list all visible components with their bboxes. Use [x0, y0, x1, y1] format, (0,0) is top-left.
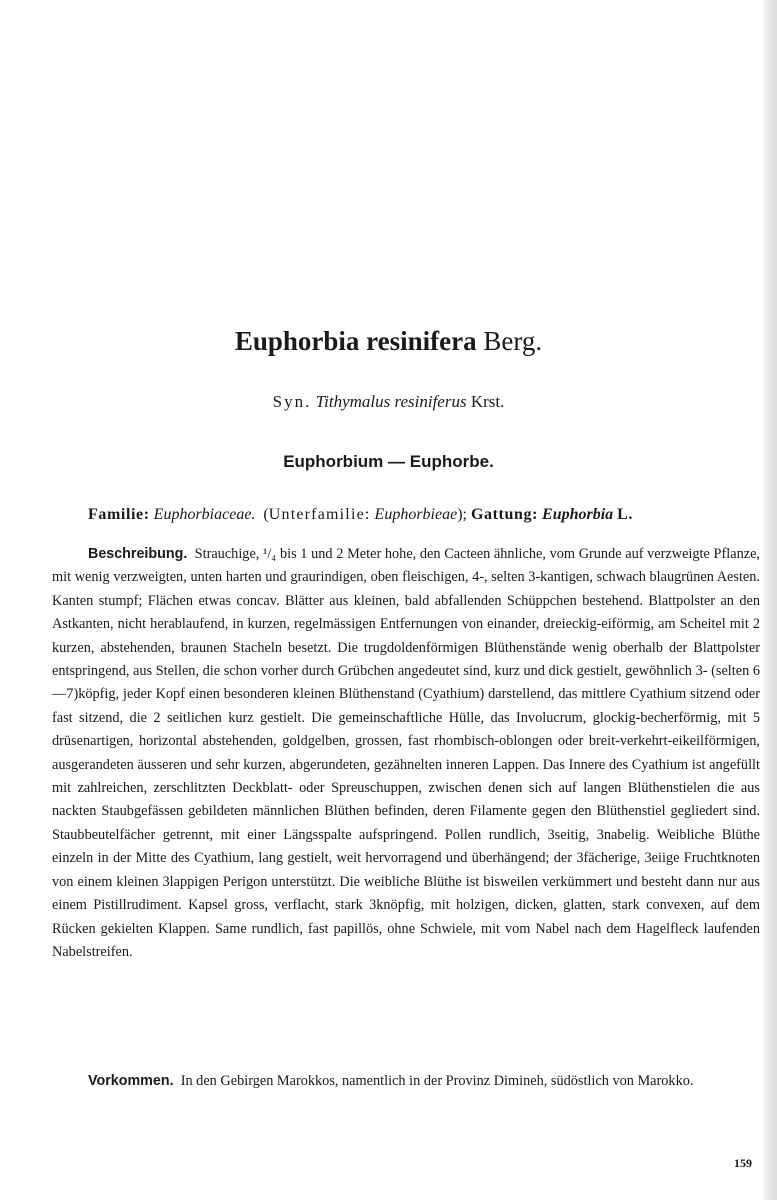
subfamily-name: Euphorbieae — [374, 506, 458, 523]
page-number: 159 — [734, 1156, 752, 1170]
subfamily-close: ); — [457, 506, 467, 523]
description-section — [52, 543, 760, 964]
description-paragraph — [52, 543, 760, 964]
family-label: Familie: — [88, 506, 150, 523]
family-line — [88, 504, 688, 526]
subfamily-open: ( — [263, 506, 269, 523]
genus-name: Euphorbia — [542, 506, 614, 523]
genus-author: L. — [617, 506, 634, 523]
description-text: Strauchige, ¹/₄ bis 1 und 2 Meter hohe, den Cacteen ähnliche, vom Grunde auf verzweigte Pflanze, mit wenig verzweigten, unten harten und graurindigen, oben fleischigen, 4-, selten 3-kantigen, schwach blaugrünen Aesten. Kanten stumpf; Flächen etwas concav. Blätter aus kleinen, bald abfallenden Schüppchen bestehend. Blattpolster an den Astkanten, nicht herablaufend, in kurzen, regelmässigen Entfernungen von einander, dreieckig-eiförmig, am Scheitel mit 2 kurzen, abstehenden, braunen Stacheln besetzt. Die trugdoldenförmigen Blüthenstände wenig oberhalb der Blattpolster entspringend, aus Stellen, die schon vorher durch Grübchen angedeutet sind, kurz und dick gestielt, gewöhnlich 3- (selten 6—7)köpfig, jeder Kopf einen besonderen kleinen Blüthenstand (Cyathium) darstellend, das mittlere Cyathium sitzend oder fast sitzend, die 2 seitlichen kurz gestielt. Die gemeinschaftliche Hülle, das Involucrum, glockig-becherförmig, mit 5 drüsenartigen, horizontal abstehenden, goldgelben, grossen, fast rhombisch-oblongen oder breit-verkehrt-eikeilförmigen, ausgerandeten äusseren und sehr kurzen, abgerundeten, gezähnelten inneren Lappen. Das Innere des Cyathium ist angefüllt mit zahlreichen, zerschlitzten Deckblatt- oder Spreuschuppen, zwischen denen sich auf langen Blüthenstielen die aus nackten Staubgefässen gebildeten männlichen Blüthen befinden, deren Filamente gegen den Blüthenstiel gegliedert sind. Staubbeutelfächer getrennt, mit einer Längsspalte aufspringend. Pollen rundlich, 3seitig, 3nabelig. Weibliche Blüthe einzeln in der Mitte des Cyathium, lang gestielt, weit hervorragend und überhängend; der 3fächerige, 3eiige Fruchtknoten von einem kleinen 3lappigen Perigon unterstützt. Die weibliche Blüthe ist bisweilen verkümmert und besteht dann nur aus einem Pistillrudiment. Kapsel gross, verflacht, stark 3knöpfig, mit holzigen, dicken, glatten, stark convexen, auf dem Rücken gekielten Klappen. Same rundlich, fast papillös, ohne Schwiele, mit vom Nabel nach dem Hagelfleck laufenden Nabelstreifen. — [52, 546, 760, 960]
genus-label: Gattung: — [470, 506, 539, 523]
description-heading: Beschreibung. — [88, 546, 188, 562]
family-name: Euphorbiaceae. — [153, 506, 256, 523]
occurrence-section — [52, 1070, 760, 1093]
synonym-line — [0, 390, 777, 414]
occurrence-heading: Vorkommen. — [88, 1073, 174, 1089]
subfamily-label: Unterfamilie: — [268, 506, 371, 523]
page-title — [0, 323, 777, 359]
synonym-author: Krst. — [470, 392, 505, 411]
occurrence-text: In den Gebirgen Marokkos, namentlich in der Provinz Dimineh, südöstlich von Marokko. — [180, 1073, 694, 1089]
occurrence-paragraph — [52, 1070, 760, 1093]
drug-names: Euphorbium — Euphorbe. — [283, 452, 494, 471]
synonym-name: Tithymalus resiniferus — [315, 392, 467, 411]
synonym-label: Syn. — [272, 392, 312, 411]
species-author: Berg. — [483, 326, 543, 356]
species-name: Euphorbia resinifera — [234, 326, 477, 356]
